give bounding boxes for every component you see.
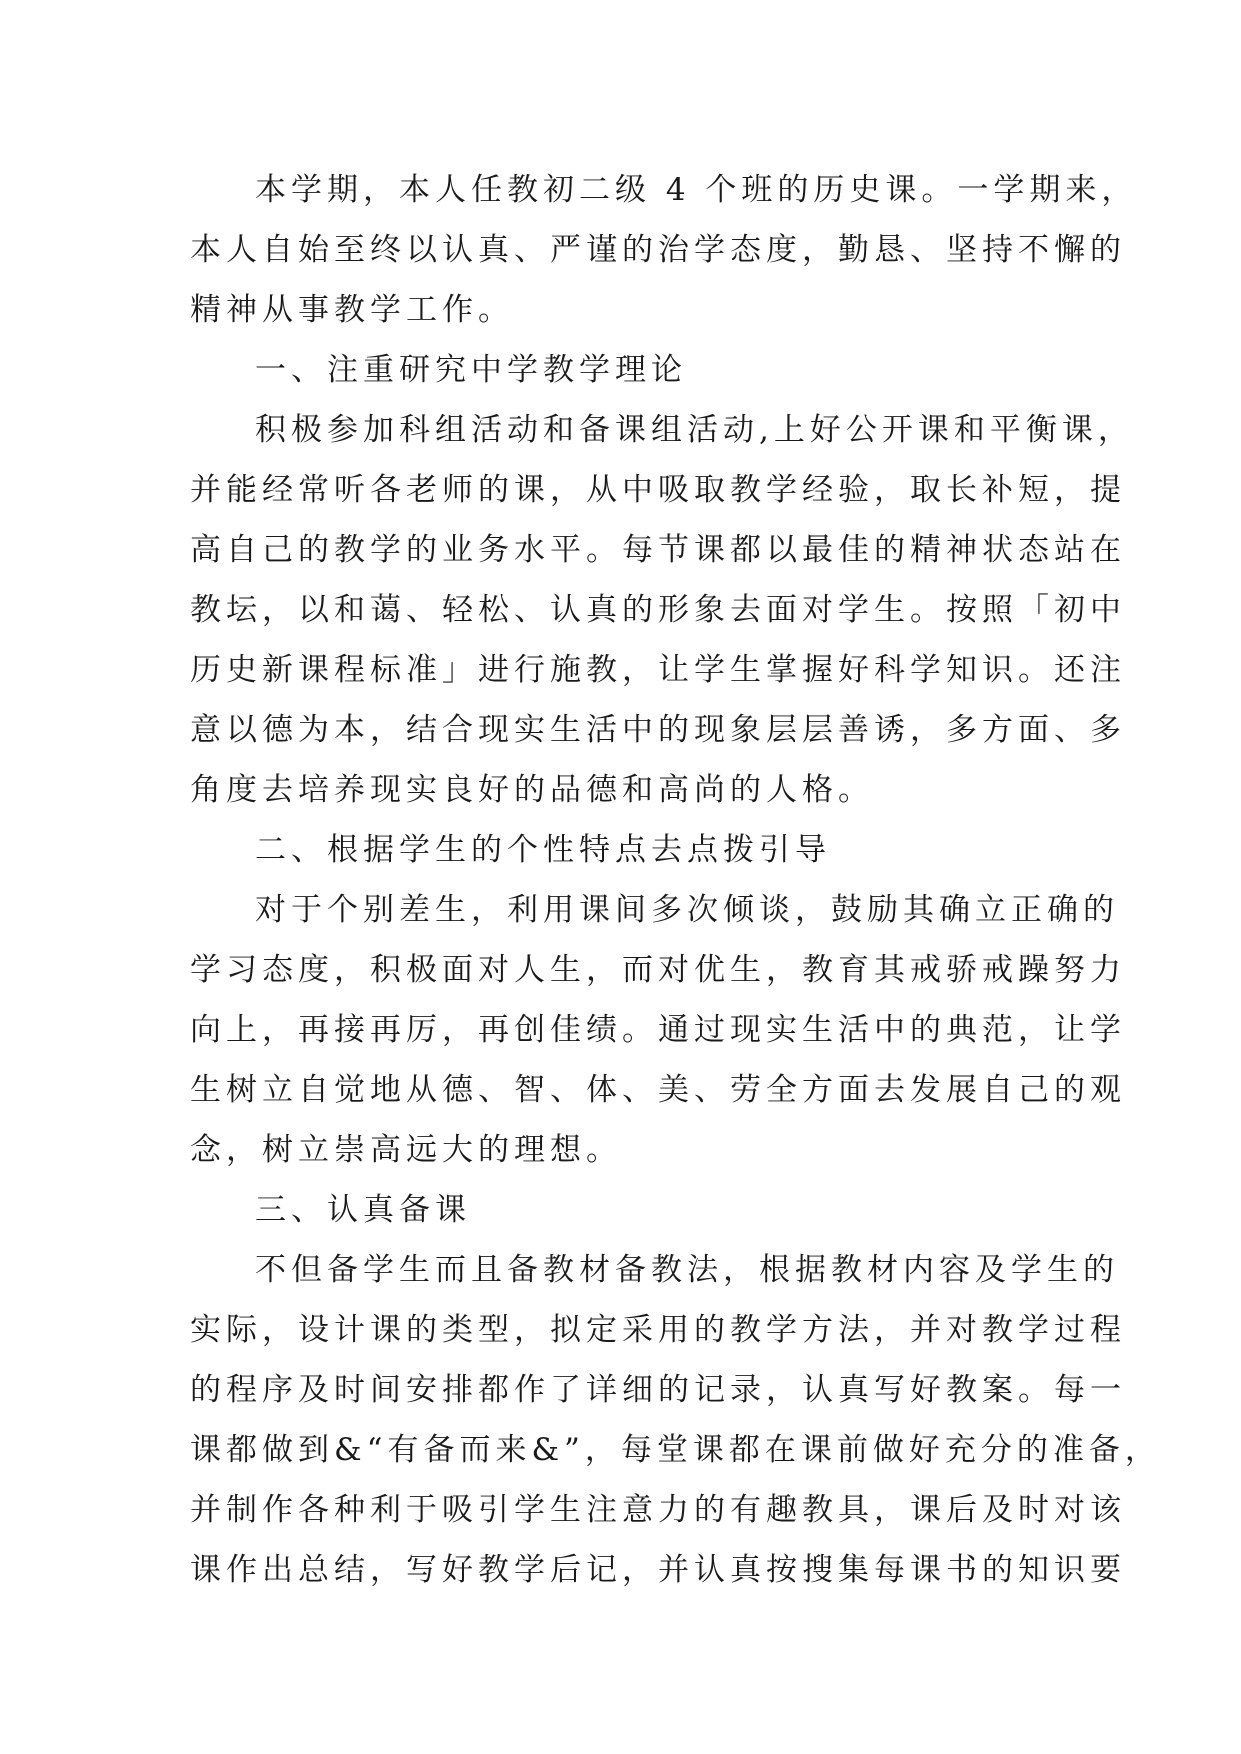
paragraph-line: 本人自始至终以认真、严谨的治学态度，勤恳、坚持不懈的: [190, 232, 1126, 268]
paragraph-line: 向上，再接再厉，再创佳绩。通过现实生活中的典范，让学: [190, 1012, 1126, 1048]
paragraph-line: 并制作各种利于吸引学生注意力的有趣教具，课后及时对该: [190, 1492, 1126, 1528]
paragraph-line: 本学期，本人任教初二级 4 个班的历史课。一学期来，: [255, 172, 1138, 208]
paragraph-line: 学习态度，积极面对人生，而对优生，教育其戒骄戒躁努力: [190, 952, 1126, 988]
paragraph-line: 课都做到&“有备而来&”，每堂课都在课前做好充分的准备，: [190, 1432, 1161, 1468]
paragraph-line: 课作出总结，写好教学后记，并认真按搜集每课书的知识要: [190, 1552, 1126, 1588]
paragraph-line: 对于个别差生，利用课间多次倾谈，鼓励其确立正确的: [255, 892, 1119, 928]
paragraph-line: 历史新课程标准」进行施教，让学生掌握好科学知识。还注: [190, 652, 1126, 688]
paragraph-line: 不但备学生而且备教材备教法，根据教材内容及学生的: [255, 1252, 1119, 1288]
section-heading: 三、认真备课: [255, 1192, 471, 1228]
paragraph-line: 高自己的教学的业务水平。每节课都以最佳的精神状态站在: [190, 532, 1126, 568]
paragraph-line: 精神从事教学工作。: [190, 292, 514, 328]
paragraph-line: 实际，设计课的类型，拟定采用的教学方法，并对教学过程: [190, 1312, 1126, 1348]
paragraph-line: 生树立自觉地从德、智、体、美、劳全方面去发展自己的观: [190, 1072, 1126, 1108]
paragraph-line: 积极参加科组活动和备课组活动,上好公开课和平衡课，: [255, 412, 1134, 448]
paragraph-line: 教坛，以和蔼、轻松、认真的形象去面对学生。按照「初中: [190, 592, 1126, 628]
paragraph-line: 并能经常听各老师的课，从中吸取教学经验，取长补短，提: [190, 472, 1126, 508]
paragraph-line: 念，树立崇高远大的理想。: [190, 1132, 622, 1168]
paragraph-line: 的程序及时间安排都作了详细的记录，认真写好教案。每一: [190, 1372, 1126, 1408]
paragraph-line: 角度去培养现实良好的品德和高尚的人格。: [190, 772, 874, 808]
paragraph-line: 意以德为本，结合现实生活中的现象层层善诱，多方面、多: [190, 712, 1126, 748]
section-heading: 二、根据学生的个性特点去点拨引导: [255, 832, 831, 868]
document-body: [190, 160, 1161, 1600]
section-heading: 一、注重研究中学教学理论: [255, 352, 687, 388]
